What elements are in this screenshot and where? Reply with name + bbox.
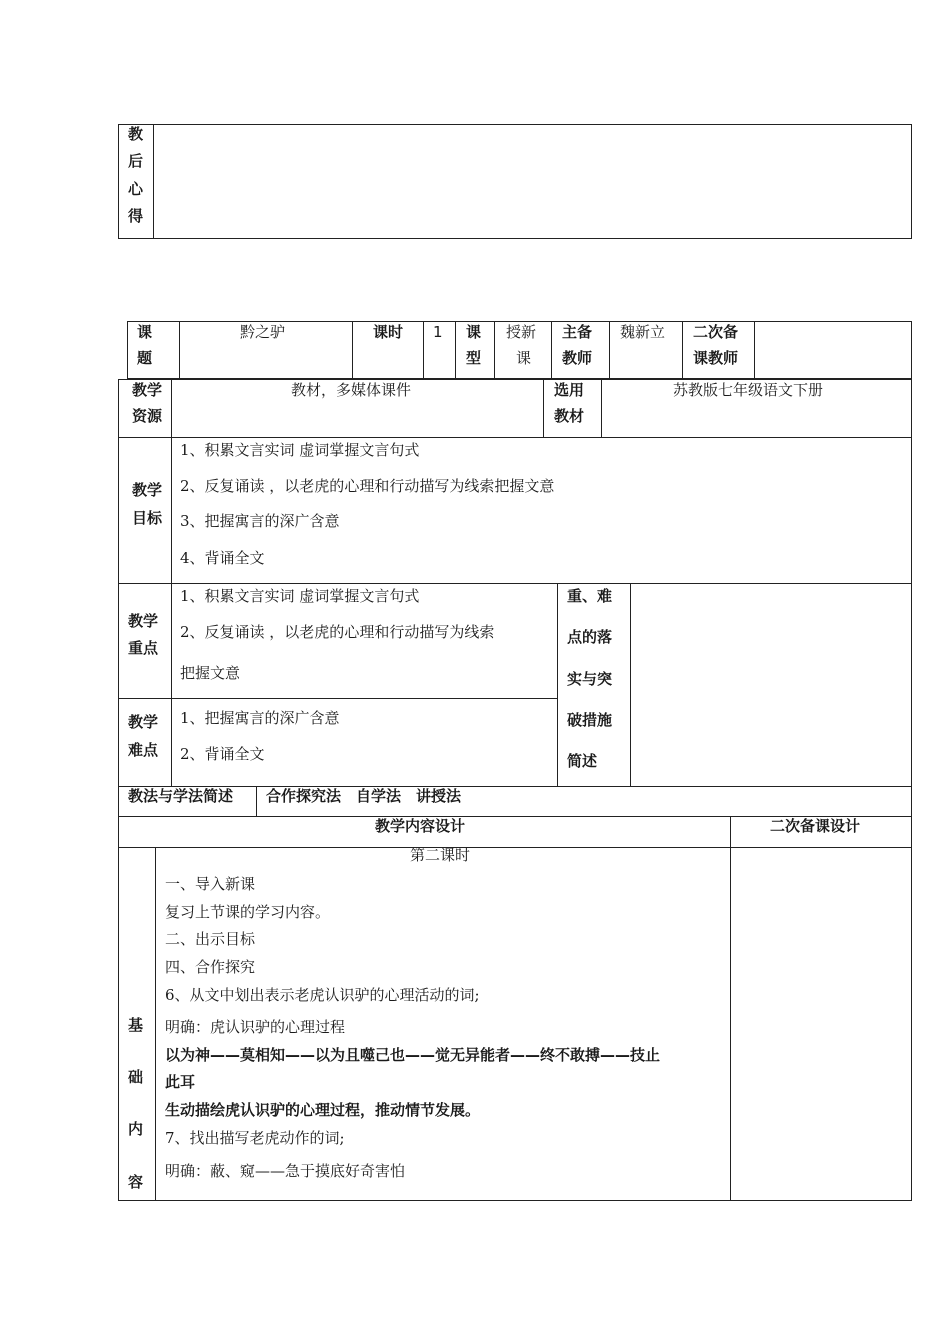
objectives-label-2: 目标 <box>132 509 163 527</box>
bold-line: 生动描绘虎认识驴的心理过程，推动情节发展。 <box>165 1101 481 1119</box>
methods-value: 合作探究法 自学法 讲授法 <box>266 787 462 805</box>
measures-label-4: 破措施 <box>567 711 613 729</box>
measures-label-5: 简述 <box>567 752 598 770</box>
methods-label: 教法与学法简述 <box>128 787 234 805</box>
content-line: 二、出示目标 <box>165 930 256 948</box>
grid-line <box>155 847 156 1201</box>
reflection-label-4: 得 <box>128 207 144 225</box>
objective-item: 4、背诵全文 <box>180 549 265 567</box>
reflection-label-2: 后 <box>128 152 144 170</box>
basic-label-3: 内 <box>128 1120 144 1138</box>
objective-item: 2、反复诵读 ，以老虎的心理和行动描写为线索把握文意 <box>180 477 555 495</box>
reflection-divider <box>153 124 154 239</box>
grid-line <box>179 321 180 379</box>
key-point-line: 把握文意 <box>180 664 241 682</box>
content-line: 明确：蔽、窥——急于摸底好奇害怕 <box>165 1162 406 1180</box>
topic-label-2: 题 <box>137 349 153 367</box>
difficult-line: 2、背诵全文 <box>180 745 265 763</box>
grid-line <box>682 321 683 379</box>
grid-line <box>256 786 257 816</box>
basic-label-1: 基 <box>128 1016 144 1034</box>
bold-line: 此耳 <box>165 1073 196 1091</box>
grid-line <box>630 583 631 786</box>
grid-line <box>171 583 172 786</box>
resources-value: 教材，多媒体课件 <box>291 381 412 399</box>
content-line: 四、合作探究 <box>165 958 256 976</box>
grid-line <box>455 321 456 379</box>
key-point-line: 2、反复诵读 ，以老虎的心理和行动描写为线索 <box>180 623 495 641</box>
key-points-label-1: 教学 <box>128 612 159 630</box>
second-design-title: 二次备课设计 <box>770 817 861 835</box>
lead-label-2: 教师 <box>562 349 593 367</box>
type-label-1: 课 <box>466 323 482 341</box>
grid-line <box>423 321 424 379</box>
measures-label-1: 重、难 <box>567 587 613 605</box>
content-line: 复习上节课的学习内容。 <box>165 903 331 921</box>
grid-line <box>118 786 912 787</box>
content-line: 7、找出描写老虎动作的词; <box>165 1129 345 1147</box>
second-label-2: 课教师 <box>693 349 739 367</box>
basic-label-4: 容 <box>128 1173 144 1191</box>
hours-label: 课时 <box>373 323 404 341</box>
grid-line <box>754 321 755 379</box>
grid-line <box>730 816 731 1201</box>
difficult-label-2: 难点 <box>128 741 159 759</box>
reflection-table <box>118 124 912 239</box>
grid-line <box>601 379 602 437</box>
objective-item: 1、积累文言实词 虚词掌握文言句式 <box>180 441 420 459</box>
content-line: 明确：虎认识驴的心理过程 <box>165 1018 346 1036</box>
type-value-1: 授新 <box>506 323 537 341</box>
textbook-label-2: 教材 <box>554 407 585 425</box>
measures-label-2: 点的落 <box>567 628 613 646</box>
key-points-label-2: 重点 <box>128 639 159 657</box>
lead-label-1: 主备 <box>562 323 593 341</box>
grid-line <box>171 379 172 437</box>
bold-line: 以为神——莫相知——以为且噬己也——觉无异能者——终不敢搏——技止 <box>165 1046 661 1064</box>
grid-line <box>551 321 552 379</box>
grid-line <box>171 437 172 583</box>
grid-line <box>118 583 912 584</box>
reflection-label-3: 心 <box>128 180 144 198</box>
grid-line <box>352 321 353 379</box>
lesson-heading: 第二课时 <box>410 846 471 864</box>
basic-label-2: 础 <box>128 1068 144 1086</box>
textbook-value: 苏教版七年级语文下册 <box>673 381 824 399</box>
difficult-label-1: 教学 <box>128 713 159 731</box>
grid-line <box>494 321 495 379</box>
topic-value: 黔之驴 <box>240 323 286 341</box>
topic-label-1: 课 <box>137 323 153 341</box>
objectives-label-1: 教学 <box>132 481 163 499</box>
difficult-line: 1、把握寓言的深广含意 <box>180 709 340 727</box>
second-label-1: 二次备 <box>693 323 739 341</box>
grid-line <box>118 698 557 699</box>
grid-line <box>118 437 912 438</box>
design-title: 教学内容设计 <box>375 817 466 835</box>
lesson-plan-table <box>118 379 912 1201</box>
textbook-label-1: 选用 <box>554 381 585 399</box>
lead-value: 魏新立 <box>620 323 666 341</box>
grid-line <box>118 847 912 848</box>
grid-line <box>557 583 558 786</box>
measures-label-3: 实与突 <box>567 670 613 688</box>
reflection-label-1: 教 <box>128 125 144 143</box>
resources-label-2: 资源 <box>132 407 163 425</box>
objective-item: 3、把握寓言的深广含意 <box>180 512 340 530</box>
type-value-2: 课 <box>516 349 532 367</box>
grid-line <box>543 379 544 437</box>
type-label-2: 型 <box>466 349 482 367</box>
resources-label-1: 教学 <box>132 381 163 399</box>
key-point-line: 1、积累文言实词 虚词掌握文言句式 <box>180 587 420 605</box>
hours-value: 1 <box>433 323 443 341</box>
content-line: 6、从文中划出表示老虎认识驴的心理活动的词; <box>165 986 480 1004</box>
content-line: 一、导入新课 <box>165 875 256 893</box>
grid-line <box>609 321 610 379</box>
